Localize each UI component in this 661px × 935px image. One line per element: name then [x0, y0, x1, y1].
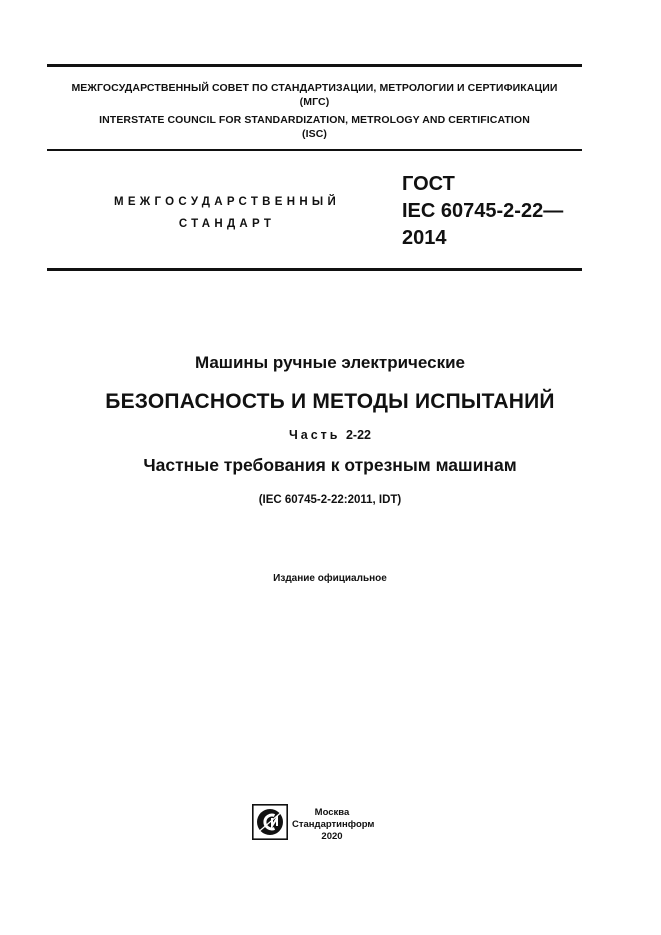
designation-year: 2014	[402, 227, 447, 249]
council-ru-line1: МЕЖГОСУДАРСТВЕННЫЙ СОВЕТ ПО СТАНДАРТИЗАЦИИ, МЕТРОЛОГИИ И СЕРТИФИКАЦИИ	[71, 82, 558, 94]
identical-standard-reference: (IEC 60745-2-22:2011, IDT)	[258, 494, 402, 506]
title-particular-requirements: Частные требования к отрезным машинам	[143, 455, 517, 475]
council-name-en	[47, 113, 582, 141]
top-rule	[47, 64, 582, 67]
standard-designation	[402, 171, 563, 252]
publisher-imprint	[292, 807, 375, 843]
designation-gost: ГОСТ	[402, 173, 455, 195]
title-machines: Машины ручные электрические	[194, 353, 466, 372]
imprint-publisher: Стандартинформ	[292, 819, 375, 830]
part-number: 2-22	[345, 428, 371, 442]
council-name-ru	[47, 81, 582, 109]
council-ru-abbrev: (МГС)	[299, 96, 330, 108]
designation-number: IEC 60745-2-22—	[402, 200, 564, 222]
imprint-year: 2020	[321, 831, 343, 842]
bottom-rule	[47, 268, 582, 271]
part-label: Часть	[288, 428, 341, 442]
standard-kind	[102, 191, 352, 235]
council-en-line1: INTERSTATE COUNCIL FOR STANDARDIZATION, METROLOGY AND CERTIFICATION	[99, 114, 530, 126]
standartinform-logo-icon	[252, 804, 288, 840]
title-safety: БЕЗОПАСНОСТЬ И МЕТОДЫ ИСПЫТАНИЙ	[105, 390, 555, 413]
standard-kind-line1: МЕЖГОСУДАРСТВЕННЫЙ	[113, 196, 341, 208]
council-en-abbrev: (ISC)	[302, 128, 327, 140]
standard-kind-line2: СТАНДАРТ	[178, 218, 276, 230]
edition-note: Издание официальное	[273, 573, 387, 584]
imprint-city: Москва	[314, 807, 350, 818]
title-part	[47, 428, 613, 442]
middle-rule	[47, 149, 582, 151]
